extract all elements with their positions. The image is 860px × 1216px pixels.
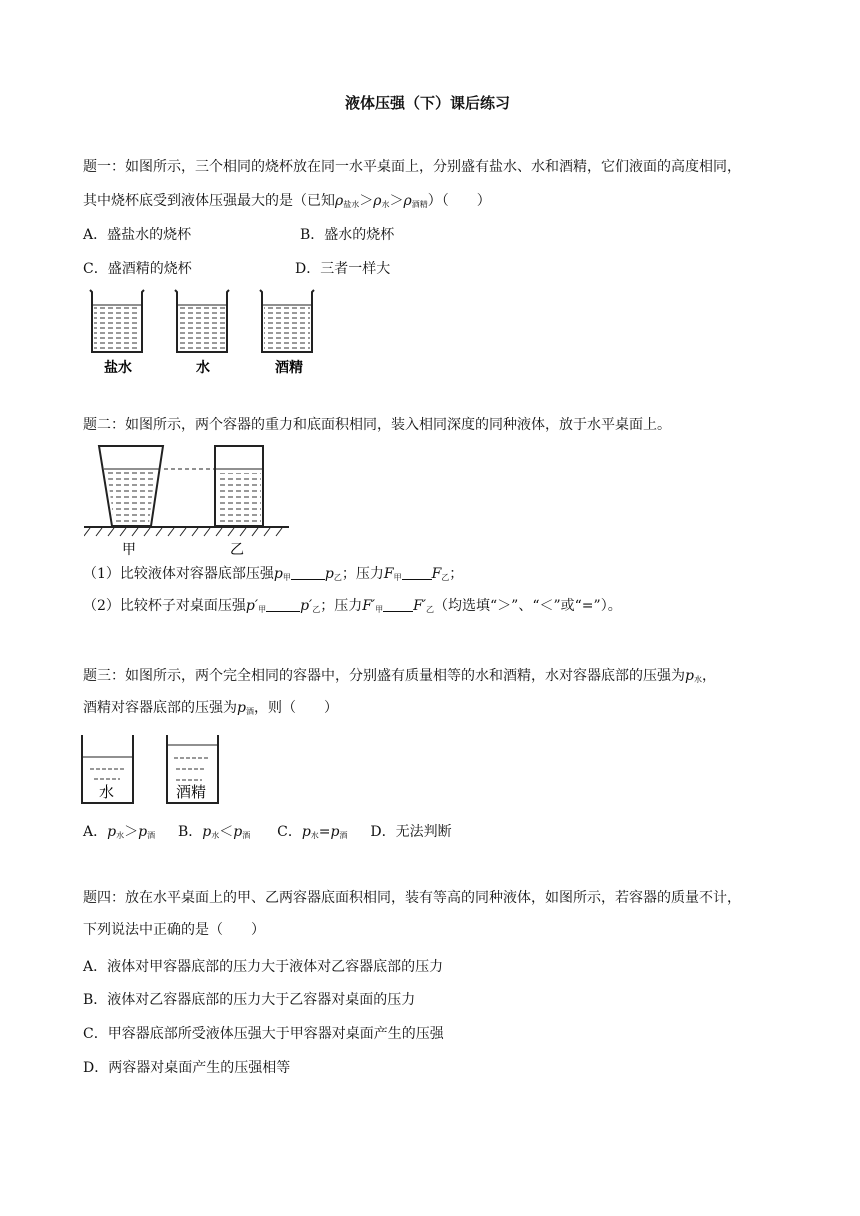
q1-option-a: A．盛盐水的烧杯 — [83, 227, 192, 243]
q3-option-d: D．无法判断 — [370, 824, 452, 840]
q4-option-d: D．两容器对桌面产生的压强相等 — [83, 1060, 291, 1076]
q4-option-c: C．甲容器底部所受液体压强大于甲容器对桌面产生的压强 — [83, 1026, 444, 1042]
q4-stem-line1: 题四：放在水平桌面上的甲、乙两容器底面积相同，装有等高的同种液体，如图所示，若容器的质量不计， — [83, 890, 741, 906]
q1-option-d: D．三者一样大 — [295, 261, 391, 277]
q3-containers-figure — [80, 733, 225, 807]
label-jia: 甲 — [122, 542, 136, 558]
q3-stem-line1: 题三：如图所示，两个完全相同的容器中，分别盛有质量相等的水和酒精，水对容器底部的压强为$p_水$， — [83, 668, 716, 684]
q2-part1: （1）比较液体对容器底部压强$p_甲$ $p_乙$；压力$F_甲$ $F_乙$； — [83, 566, 464, 582]
q2-containers-figure — [84, 440, 294, 558]
q2-stem: 题二：如图所示，两个容器的重力和底面积相同，装入相同深度的同种液体，放于水平桌面上。 — [83, 417, 671, 433]
container-water — [82, 735, 133, 803]
page-title: 液体压强（下）课后练习 — [345, 94, 511, 112]
q3-options — [83, 822, 452, 846]
q1-option-c: C．盛酒精的烧杯 — [83, 261, 192, 277]
label-water: 水 — [99, 783, 115, 801]
label-alcohol: 酒精 — [275, 360, 303, 376]
q4-option-a: A．液体对甲容器底部的压力大于液体对乙容器底部的压力 — [83, 959, 444, 975]
table-hatching — [84, 528, 282, 536]
label-water: 水 — [196, 360, 210, 376]
q4-option-b: B．液体对乙容器底部的压力大于乙容器对桌面的压力 — [83, 992, 416, 1008]
label-yi: 乙 — [230, 542, 244, 558]
beaker-water — [175, 290, 229, 352]
q4-stem-line2: 下列说法中正确的是（ ） — [83, 922, 265, 938]
q1-option-b: B．盛水的烧杯 — [300, 227, 395, 243]
q3-stem-line2: 酒精对容器底部的压强为$p_酒$，则（ ） — [83, 700, 338, 716]
q1-beakers-figure — [84, 286, 324, 378]
beaker-alcohol — [260, 290, 314, 352]
q1-stem-line2: 其中烧杯底受到液体压强最大的是（已知$\rho_{盐水}>\rho_水>\rho_{酒精}$）（ ） — [83, 193, 491, 209]
container-alcohol — [167, 735, 218, 803]
q1-stem-line1: 题一：如图所示，三个相同的烧杯放在同一水平桌面上，分别盛有盐水、水和酒精，它们液面的高度相同， — [83, 159, 741, 175]
q3-option-b: B．$p_水<p_酒$ — [177, 824, 251, 840]
container-yi — [215, 446, 263, 526]
label-alcohol: 酒精 — [176, 783, 207, 801]
label-saltwater: 盐水 — [104, 360, 132, 376]
beaker-saltwater — [90, 290, 144, 352]
container-jia — [99, 446, 169, 526]
q3-option-c: C．$p_水=p_酒$ — [277, 824, 348, 840]
q2-part2: （2）比较杯子对桌面压强$p'_甲$ $p'_乙$；压力$F'_甲$ $F'_乙$（均选填“＞”、“＜”或“=”）。 — [83, 598, 622, 614]
q3-option-a: A．$p_水>p_酒$ — [83, 824, 156, 840]
